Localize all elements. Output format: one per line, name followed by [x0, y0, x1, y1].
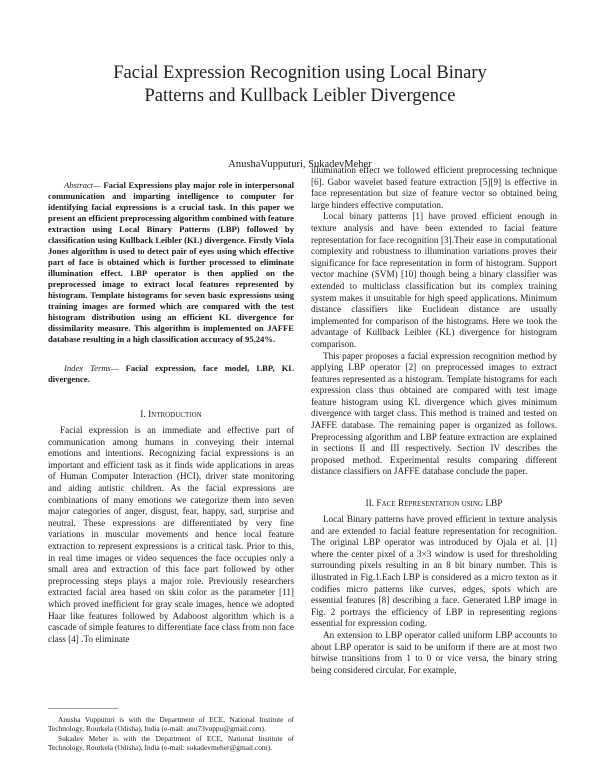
intro-paragraph-3: Local binary patterns [1] have proved efficient enough in texture analysis and have been extended to facial feature representation for face recognition [3].Their ease in computational complexity and robustness to illumination variations proves their significance for face representation in form of histogram. Support vector machine (SVM) [10] though being a binary classifier was extended to multiclass classification but its complex training system makes it unsuitable for high speed applications. Minimum distance classifiers like Euclidean distance are usually implemented for comparison of the histograms. Here we took the advantage of Kullback Leibler (KL) divergence for histogram comparison. — [311, 211, 557, 349]
title-line-2: Patterns and Kullback Leibler Divergence — [144, 86, 456, 106]
abstract — [48, 180, 294, 345]
author-list: AnushaVupputuri, SukadevMeher — [228, 159, 372, 170]
intro-paragraph-2: illumination effect we followed efficient preprocessing technique [6]. Gabor wavelet based feature extraction [5][9] is effective in face representation but size of feature vector so obtained being large hinders effective computation. — [311, 165, 557, 210]
index-terms — [48, 363, 294, 385]
footnotes — [48, 715, 294, 753]
paper-title — [40, 62, 560, 108]
abstract-lead: Abstract— — [64, 180, 101, 190]
index-terms-text: Facial expression, face model, LBP, KL divergence. — [48, 363, 294, 384]
sec2-paragraph-1: Local Binary patterns have proved efficient in texture analysis and are extended to facial feature representation for recognition. The original LBP operator was introduced by Ojala et al. [1] where the center pixel of a 3×3 window is used for thresholding surrounding pixels resulting in an 8 bit binary number. This is illustrated in Fig.1.Each LBP is considered as a micro texton as it codifies micro patterns like curves, edges, spots which are essential features [8] describing a face. Generated LBP image in Fig. 2 portrays the efficiency of LBP in representing regions essential for expression coding. — [311, 514, 557, 629]
footnote-rule — [48, 708, 118, 709]
sec2-paragraph-2: An extension to LBP operator called uniform LBP accounts to about LBP operator is said to be uniform if there are at most two bitwise transitions from 1 to 0 or vice versa, the binary string being considered circular. For example, — [311, 629, 557, 675]
index-terms-lead: Index Terms— — [64, 363, 119, 373]
footnote-author-1: Anusha Vupputuri is with the Department of ECE, National Institute of Technology, Rourkela (Odisha), India (e-mail: anu73vuppu@gmail.com). — [48, 715, 294, 734]
footnote-author-2: Sukadev Meher is with the Department of ECE, National Institute of Technology, Rourkela (Odisha), India (e-mail: sukadevmeher@gmail.com). — [48, 733, 294, 753]
abstract-text: Facial Expressions play major role in interpersonal communication and imparting intelligence to computer for identifying facial expressions is a crucial task. In this paper we present an efficient preprocessing algorithm combined with feature extraction using Local Binary Patterns (LBP) followed by classification using Kullback Leibler (KL) divergence. Firstly Viola Jones algorithm is used to detect pair of eyes using which effective part of face is obtained which is further processed to eliminate illumination effect. LBP operator is then applied on the preprocessed image to extract local features represented by histogram. Template histograms for seven basic expressions using training images are formed which are compared with the test histogram distribution using an efficient KL divergence for dissimilarity measure. This algorithm is implemented on JAFFE database resulting in a high classification accuracy of 95.24%. — [48, 180, 294, 344]
left-column — [48, 180, 294, 645]
section-heading-face-representation: II. Face Representation using LBP — [365, 499, 503, 510]
intro-paragraph-1: Facial expression is an immediate and effective part of communication among humans in conveying their internal emotions and intentions. Recognizing facial expressions is an important and efficient task as it finds wide applications in areas of Human Computer Interaction (HCI), driver state monitoring and aiding autistic children. As the facial expressions are combinations of many emotions we categorize them into seven major categories of anger, disgust, fear, happy, sad, surprise and neutral. These expressions are differentiated by very fine variations in muscular movements and hence local feature extraction to represent expressions is a critical task. Prior to this, in real time images or video sequences the face occupies only a small area and extraction of this face part followed by other preprocessing steps plays a major role. Previously researchers extracted facial area based on skin color as the parameter [11] which proved inefficient for gray scale images, hence we adopted Haar like features followed by Adaboost algorithm which is a cascade of simple features to differentiate face class from non face class [4] .To eliminate — [48, 425, 294, 644]
intro-paragraph-4: This paper proposes a facial expression recognition method by applying LBP operator [2] on preprocessed images to extract features represented as a histogram. Template histograms for each expression class thus obtained are compared with test image feature histogram using KL divergence which gives minimum divergence with target class. This method is trained and tested on JAFFE database. The remaining paper is organized as follows. Preprocessing algorithm and LBP feature extraction are explained in sections II and III respectively. Section IV describes the proposed method. Experimental results comparing different distance classifiers on JAFFE database conclude the paper. — [311, 350, 557, 477]
section-heading-introduction: I. Introduction — [140, 410, 202, 420]
title-line-1: Facial Expression Recognition using Local Binary — [113, 63, 487, 83]
right-column — [311, 165, 557, 676]
